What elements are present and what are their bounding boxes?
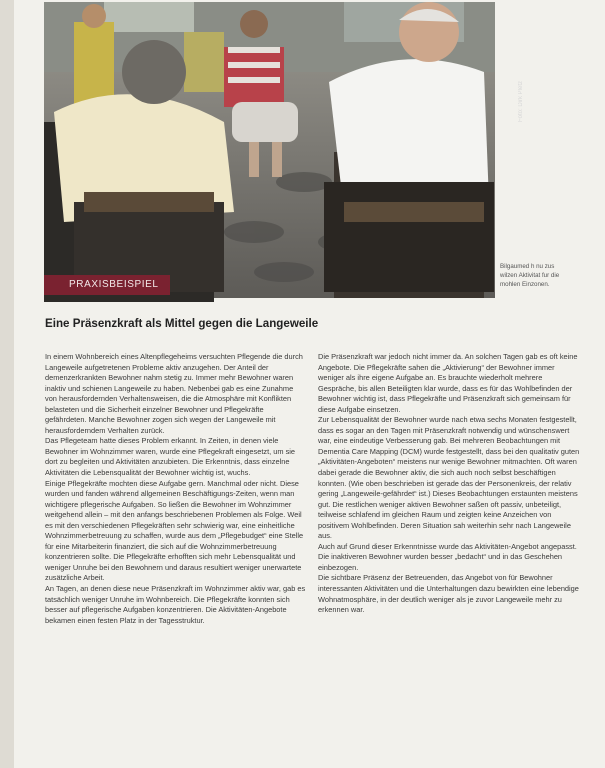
article-headline: Eine Präsenzkraft als Mittel gegen die Langeweile bbox=[45, 317, 319, 330]
paragraph: In einem Wohnbereich eines Altenpflegeheims versuchten Pflegende die durch Langeweile aufgetretenen Probleme aktiv anzugehen. Der Anteil der demenzerkrankten Bewohner nahm stetig zu. Immer mehr Bewohner waren inaktiv und schienen Langeweile zu haben. Nebenbei gab es eine Zunahme von herausfordernden Verhaltensweisen, die die Atmosphäre mit Konflikten belasteten und die Sicherheit einzelner Bewohner und Pflegekräfte gefährdeten. Manche Bewohner zogen sich wegen der Langeweile mit herausforderndem Verhalten zurück. bbox=[45, 352, 303, 435]
paragraph: Einige Pflegekräfte mochten diese Aufgabe gern. Manchmal oder nicht. Diese wurden und fanden während allgemeinen Beschäftigungs-Zeiten, wenn man wichtigere pflegerische Aufgaben. So ließen die Bewohner im Wohnzimmer weitgehend allein – mit den anfangs beschriebenen Problemen als Folge. Weil es mit den verschiedenen Pflegekräften sehr schwierig war, eine einheitliche Wohnzimmerbetreuung zu schaffen, wurde aus dem „Pflegebudget“ eine Stelle für eine Mitarbeiterin finanziert, die sich auf die Wohnzimmerbetreuung konzentrieren sollte. Die Pflegekräfte erhofften sich mehr Lebensqualität und weniger Unruhe bei den Bewohnern und daraus resultiert weniger unerwartete zusätzliche Arbeit. bbox=[45, 478, 304, 583]
article-photo bbox=[44, 2, 524, 298]
paragraph: Das Pflegeteam hatte dieses Problem erkannt. In Zeiten, in denen viele Bewohner im Wohnzimmer waren, wurde eine Pflegekraft eingesetzt, um sie dort zu begleiten und Aktivitäten anzubieten. Die Erkenntnis, dass einzelne Aktivitäten die Lebensqualität der Bewohner wichtig ist, wuchs. bbox=[45, 436, 296, 478]
section-tag: PRAXISBEISPIEL bbox=[44, 275, 170, 295]
photo-caption: Bilgaumed h nu zus wilzen Aktivitat fur die mohlen Einzonen. bbox=[500, 263, 560, 288]
paragraph: Auch auf Grund dieser Erkenntnisse wurde das Aktivitäten-Angebot angepasst. Die inaktiveren Bewohner wurden besser „bedacht“ und in das Geschehen einbezogen. bbox=[318, 541, 577, 572]
article-column-left bbox=[45, 352, 307, 626]
paragraph: Die sichtbare Präsenz der Betreuenden, das Angebot von für Bewohner interessanten Aktivitäten und die Unterhaltungen dazu bewirkten eine lebendige Wohnatmosphäre, in der deutlich weniger als je zuvor Langeweile mehr zu erkennen war. bbox=[318, 573, 579, 615]
article-column-right bbox=[318, 352, 580, 616]
photo-of-seated-residents-icon bbox=[44, 2, 495, 298]
paragraph: An Tagen, an denen diese neue Präsenzkraft im Wohnzimmer aktiv war, gab es tatsächlich weniger Unruhe im Wohnbereich. Die Pflegekräfte konnten sich besser auf pflegerische Aufgaben konzentrieren. Die Aktivitäten-Angebote bekamen einen festen Platz in der Tagesstruktur. bbox=[45, 584, 306, 625]
paragraph: Zur Lebensqualität der Bewohner wurde nach etwa sechs Monaten festgestellt, dass es sogar an den Tagen mit Präsenzkraft notwendig und wünschenswert war, eine eindeutige Verbesserung gab. Bei mehreren Beobachtungen mit Dementia Care Mapping (DCM) wurde festgestellt, dass bei den qualitativ guten „Aktivitäten-Angeboten“ meistens nur wenige Bewohner mitmachten. Oft waren dabei gerade die Bewohner aktiv, die sich auch noch selbst beschäftigen konnten. (Wie oben beschrieben ist gerade das der Personenkreis, der relativ gering „Langeweile-gefährdet“ ist.) Dieses Beobachtungen erstaunten meistens gut. Die restlichen weniger aktiven Bewohner saßen oft passiv, unbeteiligt, teilweise schlafend im gleichen Raum und zeigten keine Anzeichen von positivem Wohlbefinden. Deren Situation sah weiterhin sehr nach Langeweile aus. bbox=[318, 415, 580, 541]
paragraph: Die Präsenzkraft war jedoch nicht immer da. An solchen Tagen gab es oft keine Angebote. Die Pflegekräfte sahen die „Aktivierung“ der Bewohner immer weniger als ihre eigene Aufgabe an. Es brauchte wiederholt mehrere Gespräche, bis allen Beteiligten klar wurde, dass es für das Wohlbefinden der Bewohner wichtig ist, dass Pflegekräfte und Präsenzkraft sich gemeinsam für diese Aufgabe einsetzen. bbox=[318, 352, 578, 414]
scan-edge bbox=[0, 0, 14, 768]
photo-credit: Foto: Dirk Pletz bbox=[518, 80, 524, 122]
